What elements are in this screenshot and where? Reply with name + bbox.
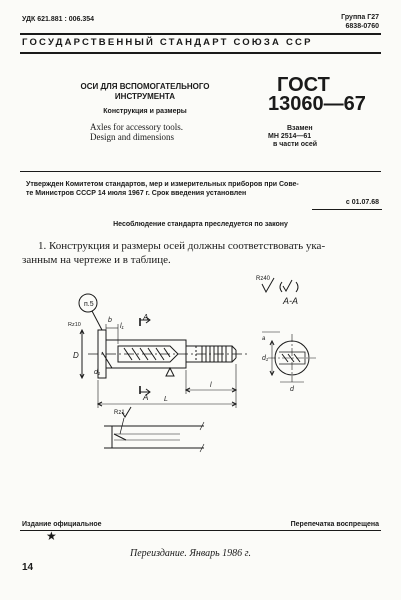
roughness-main-label: Rz40: [256, 276, 271, 282]
paragraph1-line2: занным на чертеже и в таблице.: [22, 254, 171, 266]
label-rz1: Rz1: [114, 410, 125, 416]
header-rule-bottom: [20, 52, 381, 54]
label-n5: п.5: [84, 301, 94, 308]
label-l: l: [210, 382, 212, 389]
gost-number: 13060—67: [268, 93, 366, 115]
label-b: b: [108, 317, 112, 324]
paragraph1-line1: 1. Конструкция и размеры осей должны соответствовать ука-: [38, 240, 326, 252]
axle-side-view: [79, 294, 248, 408]
udk-code: УДК 621.881 : 006.354: [22, 16, 95, 23]
gost-label: ГОСТ: [277, 74, 330, 96]
standard-title: ГОСУДАРСТВЕННЫЙ СТАНДАРТ СОЮЗА ССР: [22, 37, 313, 48]
section-marker-top: А: [143, 313, 149, 322]
label-l1: l₁: [120, 323, 124, 330]
axle-drawing: [0, 268, 401, 468]
page-number: 14: [22, 562, 34, 573]
ru-title-line2: ИНСТРУМЕНТА: [114, 92, 176, 101]
group-label: Группа Г27: [341, 14, 379, 21]
okp-code: 6838-0760: [345, 23, 379, 30]
ru-title-line1: ОСИ ДЛЯ ВСПОМОГАТЕЛЬНОГО: [80, 82, 210, 91]
header-rule-top: [20, 33, 381, 35]
en-title-line1: Axles for accessory tools.: [90, 122, 183, 132]
ru-subtitle: Конструкция и размеры: [103, 108, 187, 115]
label-rz10: Rz10: [68, 322, 81, 328]
replaces-line3: в части осей: [273, 141, 318, 148]
label-d1: d₁: [94, 369, 101, 376]
label-L: L: [164, 396, 168, 403]
reprint-note: Переиздание. Январь 1986 г.: [130, 548, 251, 559]
date-underline: [312, 209, 382, 210]
replaces-line1: Взамен: [287, 125, 313, 132]
label-a: a: [262, 336, 266, 342]
section-marker-bottom: А: [143, 393, 149, 402]
footer-rule: [20, 530, 381, 531]
title-separator: [20, 171, 381, 172]
en-title-line2: Design and dimensions: [90, 132, 174, 142]
label-d-big: D: [73, 351, 79, 360]
footer-left: Издание официальное: [22, 521, 102, 528]
section-a-a-view: [262, 332, 316, 382]
section-title: А-А: [283, 296, 299, 306]
label-d1-section: d₁: [262, 355, 269, 362]
star-icon: ★: [46, 529, 57, 543]
approval-line2: те Министров СССР 14 июля 1967 г. Срок введения установлен: [26, 190, 247, 197]
label-d-small: d: [290, 386, 294, 393]
approval-line1: Утвержден Комитетом стандартов, мер и измерительных приборов при Сове-: [26, 181, 299, 188]
approval-date: с 01.07.68: [345, 199, 379, 206]
law-notice: Несоблюдение стандарта преследуется по закону: [113, 221, 288, 228]
replaces-line2: МН 2514—61: [268, 133, 312, 140]
footer-right: Перепечатка воспрещена: [290, 521, 379, 528]
